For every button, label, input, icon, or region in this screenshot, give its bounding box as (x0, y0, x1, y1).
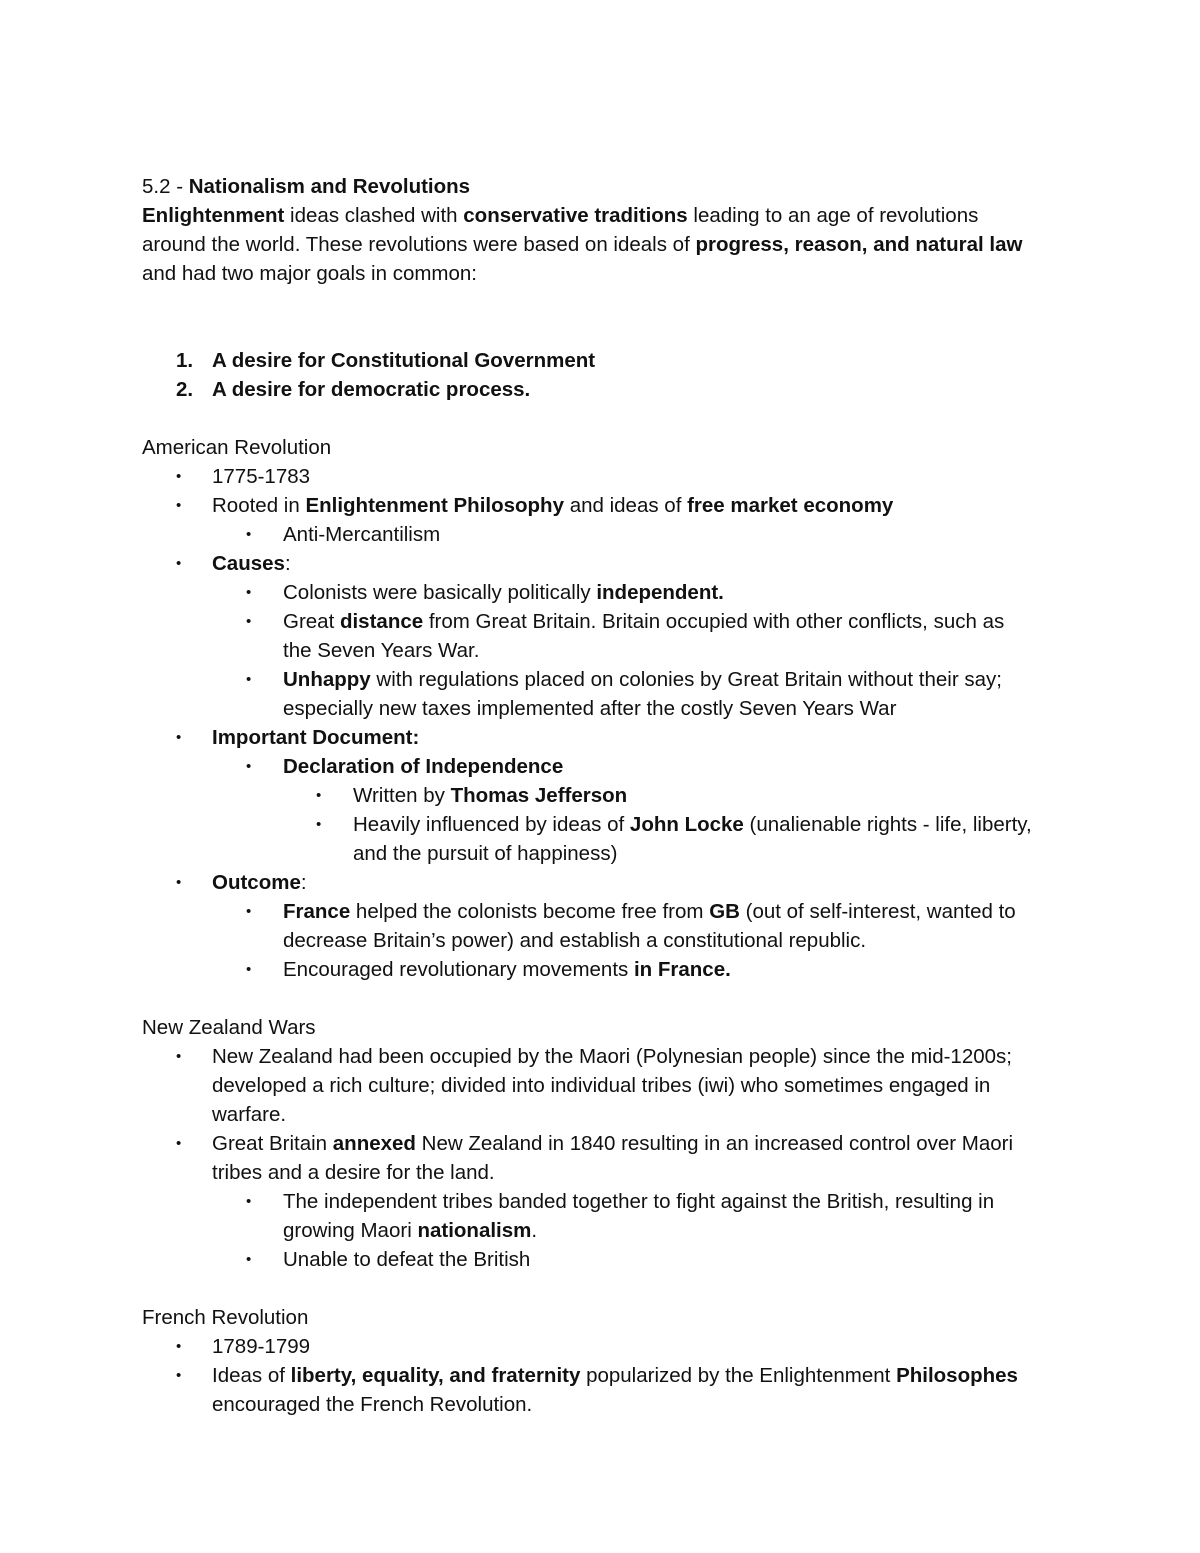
bullet-icon: • (176, 874, 182, 891)
bullet-icon: • (246, 961, 252, 978)
list-item: • Unable to defeat the British (142, 1245, 1082, 1274)
bullet-icon: • (246, 758, 252, 775)
list-item-continuation: especially new taxes implemented after the costly Seven Years War (283, 697, 897, 720)
bullet-icon: • (176, 555, 182, 572)
list-item: • Great distance from Great Britain. Britain occupied with other conflicts, such as (142, 607, 1082, 636)
american-revolution-heading: American Revolution (142, 436, 332, 459)
list-item: • France helped the colonists become free from GB (out of self-interest, wanted to (142, 897, 1082, 926)
list-item: • The independent tribes banded together to fight against the British, resulting in (142, 1187, 1082, 1216)
bullet-icon: • (176, 468, 182, 485)
list-item-continuation: growing Maori nationalism. (283, 1219, 538, 1242)
french-revolution-heading: French Revolution (142, 1306, 309, 1329)
list-item: • Anti-Mercantilism (142, 520, 1082, 549)
list-item: • Important Document: (142, 723, 1082, 752)
list-item: • Heavily influenced by ideas of John Locke (unalienable rights - life, liberty, (142, 810, 1082, 839)
bullet-icon: • (176, 1367, 182, 1384)
list-item: • Declaration of Independence (142, 752, 1082, 781)
list-item-continuation: developed a rich culture; divided into individual tribes (iwi) who sometimes engaged in (212, 1074, 991, 1097)
list-item: • Ideas of liberty, equality, and fraternity popularized by the Enlightenment Philosophes (142, 1361, 1082, 1390)
bullet-icon: • (246, 1251, 252, 1268)
list-item-continuation: encouraged the French Revolution. (212, 1393, 533, 1416)
goal-item: 2. A desire for democratic process. (176, 378, 531, 401)
bullet-icon: • (246, 526, 252, 543)
list-item: • Colonists were basically politically independent. (142, 578, 1082, 607)
list-item: • Written by Thomas Jefferson (142, 781, 1082, 810)
goal-item: 1. A desire for Constitutional Government (176, 349, 596, 372)
list-item: • Encouraged revolutionary movements in France. (142, 955, 1082, 984)
section-title: 5.2 - Nationalism and Revolutions (142, 175, 471, 198)
bullet-icon: • (176, 497, 182, 514)
list-item: • Rooted in Enlightenment Philosophy and ideas of free market economy (142, 491, 1082, 520)
list-item-continuation: the Seven Years War. (283, 639, 480, 662)
list-item: • Causes: (142, 549, 1082, 578)
intro-line-2: around the world. These revolutions were based on ideals of progress, reason, and natural law (142, 233, 1023, 256)
bullet-icon: • (176, 1338, 182, 1355)
bullet-icon: • (246, 584, 252, 601)
bullet-icon: • (246, 671, 252, 688)
intro-line-3: and had two major goals in common: (142, 262, 478, 285)
list-item-continuation: decrease Britain’s power) and establish a constitutional republic. (283, 929, 867, 952)
bullet-icon: • (246, 1193, 252, 1210)
bullet-icon: • (176, 729, 182, 746)
bullet-icon: • (316, 816, 322, 833)
list-item: • Great Britain annexed New Zealand in 1840 resulting in an increased control over Maori (142, 1129, 1082, 1158)
bullet-icon: • (246, 613, 252, 630)
list-item-continuation: tribes and a desire for the land. (212, 1161, 495, 1184)
document-page (142, 172, 1082, 1419)
new-zealand-wars-heading: New Zealand Wars (142, 1016, 316, 1039)
list-item-continuation: warfare. (212, 1103, 287, 1126)
list-item-continuation: and the pursuit of happiness) (353, 842, 618, 865)
list-item: • Outcome: (142, 868, 1082, 897)
intro-line-1: Enlightenment ideas clashed with conservative traditions leading to an age of revolutions (142, 204, 979, 227)
bullet-icon: • (316, 787, 322, 804)
list-item: • Unhappy with regulations placed on colonies by Great Britain without their say; (142, 665, 1082, 694)
list-item: • 1775-1783 (142, 462, 1082, 491)
bullet-icon: • (176, 1135, 182, 1152)
list-item: • New Zealand had been occupied by the Maori (Polynesian people) since the mid-1200s; (142, 1042, 1082, 1071)
bullet-icon: • (176, 1048, 182, 1065)
bullet-icon: • (246, 903, 252, 920)
list-item: • 1789-1799 (142, 1332, 1082, 1361)
